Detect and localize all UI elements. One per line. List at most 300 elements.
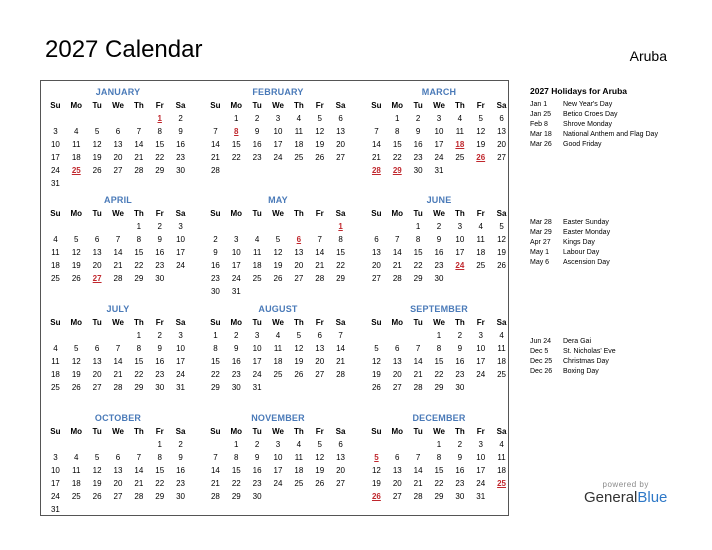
- empty-cell: [387, 220, 408, 233]
- empty-cell: [366, 329, 387, 342]
- day-cell: 25: [71, 492, 81, 501]
- day-cell: 30: [413, 166, 423, 175]
- month-january: [45, 85, 191, 190]
- day-cell: 24: [50, 166, 60, 175]
- day-cell: 14: [413, 466, 423, 475]
- day-cell: 28: [413, 492, 423, 501]
- day-cell: 27: [336, 479, 346, 488]
- holiday-item: [530, 337, 616, 347]
- day-cell: 23: [155, 370, 165, 379]
- weekday-header: We: [112, 101, 124, 110]
- day-cell: 21: [315, 261, 325, 270]
- day-cell: 15: [155, 140, 165, 149]
- holiday-name: Shrove Monday: [563, 121, 613, 128]
- day-cell: 28: [134, 166, 144, 175]
- day-cell: 18: [294, 466, 304, 475]
- day-cell: 6: [317, 331, 322, 340]
- holiday-day-cell: 18: [455, 140, 465, 149]
- holiday-item: [530, 357, 616, 367]
- day-cell: 9: [415, 127, 421, 136]
- holidays-title: 2027 Holidays for Aruba: [530, 86, 627, 96]
- holiday-name: Ascension Day: [563, 259, 610, 266]
- weekday-header: Tu: [92, 427, 102, 436]
- day-cell: 29: [155, 166, 165, 175]
- weekday-header: Sa: [496, 209, 507, 218]
- day-cell: 20: [392, 370, 402, 379]
- day-cell: 9: [457, 453, 463, 462]
- day-cell: 5: [94, 453, 100, 462]
- brand-name: [584, 489, 667, 506]
- empty-cell: [45, 438, 66, 451]
- brand-blue: Blue: [637, 489, 668, 506]
- weekday-header: We: [272, 209, 284, 218]
- day-cell: 7: [374, 127, 379, 136]
- empty-cell: [226, 220, 247, 233]
- month-name: DECEMBER: [412, 413, 466, 423]
- day-cell: 10: [50, 466, 60, 475]
- day-cell: 28: [210, 492, 220, 501]
- day-cell: 25: [294, 153, 304, 162]
- day-cell: 12: [371, 466, 381, 475]
- weekday-header: Su: [210, 318, 221, 327]
- month-days-grid: [45, 316, 191, 394]
- day-cell: 2: [254, 440, 260, 449]
- day-cell: 24: [476, 479, 486, 488]
- day-cell: 17: [50, 479, 60, 488]
- day-cell: 11: [72, 466, 81, 475]
- holiday-date: Feb 8: [530, 121, 548, 128]
- day-cell: 3: [436, 114, 442, 123]
- day-cell: 26: [92, 492, 102, 501]
- day-cell: 1: [157, 440, 162, 449]
- weekday-header: Th: [133, 209, 144, 218]
- weekday-header: We: [112, 318, 124, 327]
- day-cell: 29: [231, 492, 241, 501]
- weekday-header: Su: [371, 318, 382, 327]
- day-cell: 14: [315, 248, 325, 257]
- day-cell: 17: [476, 357, 486, 366]
- empty-cell: [387, 329, 408, 342]
- day-cell: 13: [315, 344, 325, 353]
- day-cell: 21: [336, 357, 346, 366]
- day-cell: 8: [213, 344, 218, 353]
- country-label: Aruba: [629, 48, 667, 64]
- day-cell: 7: [115, 235, 121, 244]
- day-cell: 7: [415, 453, 421, 462]
- day-cell: 13: [392, 466, 402, 475]
- empty-cell: [66, 329, 87, 342]
- day-cell: 30: [176, 166, 186, 175]
- day-cell: 25: [50, 383, 60, 392]
- weekday-header: Sa: [175, 101, 186, 110]
- day-cell: 16: [434, 248, 444, 257]
- day-cell: 10: [476, 344, 486, 353]
- holiday-item: [530, 238, 610, 248]
- day-cell: 30: [176, 492, 186, 501]
- day-cell: 20: [315, 357, 325, 366]
- holiday-date: Apr 27: [530, 239, 551, 246]
- day-cell: 7: [415, 344, 421, 353]
- weekday-header: Mo: [70, 209, 83, 218]
- empty-cell: [366, 112, 387, 125]
- day-cell: 23: [252, 479, 262, 488]
- empty-cell: [108, 329, 129, 342]
- empty-cell: [87, 329, 108, 342]
- day-cell: 4: [53, 344, 58, 353]
- day-cell: 2: [178, 114, 183, 123]
- empty-cell: [408, 438, 429, 451]
- holiday-date: May 1: [530, 249, 550, 256]
- empty-cell: [45, 329, 66, 342]
- day-cell: 23: [176, 479, 186, 488]
- day-cell: 2: [436, 222, 442, 231]
- day-cell: 27: [392, 492, 402, 501]
- day-cell: 12: [497, 235, 507, 244]
- holiday-day-cell: 8: [234, 127, 239, 136]
- day-cell: 16: [155, 248, 165, 257]
- month-name: FEBRUARY: [252, 87, 304, 97]
- holiday-item: [530, 218, 610, 228]
- day-cell: 7: [395, 235, 400, 244]
- month-name: JULY: [106, 304, 130, 314]
- weekday-header: Th: [454, 101, 465, 110]
- day-cell: 12: [92, 466, 102, 475]
- weekday-header: We: [433, 209, 445, 218]
- holiday-name: Betico Croes Day: [563, 111, 618, 118]
- day-cell: 15: [434, 466, 444, 475]
- day-cell: 23: [155, 261, 165, 270]
- holiday-list: [530, 337, 616, 377]
- day-cell: 24: [273, 153, 283, 162]
- day-cell: 8: [436, 453, 442, 462]
- holiday-item: [530, 367, 616, 377]
- day-cell: 13: [336, 127, 346, 136]
- holiday-date: Mar 26: [530, 141, 552, 148]
- day-cell: 5: [74, 344, 79, 353]
- day-cell: 24: [434, 153, 444, 162]
- day-cell: 24: [50, 492, 60, 501]
- month-may: [205, 193, 351, 298]
- weekday-header: Su: [371, 101, 382, 110]
- day-cell: 22: [231, 153, 241, 162]
- day-cell: 30: [434, 274, 444, 283]
- day-cell: 17: [231, 261, 241, 270]
- holiday-name: Easter Sunday: [563, 219, 609, 226]
- day-cell: 4: [499, 331, 504, 340]
- day-cell: 21: [134, 479, 144, 488]
- day-cell: 12: [476, 127, 486, 136]
- weekday-header: Tu: [92, 318, 102, 327]
- day-cell: 16: [413, 140, 423, 149]
- weekday-header: Fr: [315, 427, 324, 436]
- day-cell: 25: [497, 370, 507, 379]
- day-cell: 19: [315, 140, 325, 149]
- day-cell: 22: [434, 479, 444, 488]
- day-cell: 6: [115, 453, 121, 462]
- holiday-date: May 6: [530, 259, 550, 266]
- day-cell: 23: [413, 153, 423, 162]
- day-cell: 21: [413, 370, 423, 379]
- day-cell: 21: [113, 370, 123, 379]
- month-days-grid: [205, 207, 351, 298]
- weekday-header: Th: [454, 209, 465, 218]
- day-cell: 22: [155, 153, 165, 162]
- weekday-header: Su: [50, 318, 61, 327]
- day-cell: 21: [134, 153, 144, 162]
- day-cell: 7: [136, 127, 142, 136]
- holiday-item: [530, 258, 610, 268]
- day-cell: 18: [497, 466, 507, 475]
- weekday-header: Mo: [70, 101, 83, 110]
- month-name: MAY: [268, 195, 288, 205]
- day-cell: 23: [210, 274, 220, 283]
- day-cell: 17: [50, 153, 60, 162]
- weekday-header: Sa: [335, 209, 346, 218]
- holiday-name: Labour Day: [563, 249, 600, 256]
- calendar-grid: [40, 80, 509, 516]
- weekday-header: Fr: [315, 318, 324, 327]
- day-cell: 9: [436, 235, 442, 244]
- day-cell: 26: [497, 261, 507, 270]
- empty-cell: [87, 112, 108, 125]
- day-cell: 20: [336, 466, 346, 475]
- day-cell: 20: [371, 261, 381, 270]
- brand-general: General: [584, 489, 638, 506]
- day-cell: 14: [336, 344, 346, 353]
- day-cell: 18: [476, 248, 486, 257]
- weekday-header: Fr: [315, 209, 324, 218]
- day-cell: 21: [392, 261, 402, 270]
- month-february: [205, 85, 351, 177]
- holiday-name: Easter Monday: [563, 229, 611, 236]
- weekday-header: We: [433, 318, 445, 327]
- day-cell: 19: [315, 466, 325, 475]
- weekday-header: Mo: [230, 427, 243, 436]
- day-cell: 31: [252, 383, 262, 392]
- month-days-grid: [366, 99, 512, 177]
- day-cell: 7: [136, 453, 142, 462]
- month-name: JUNE: [426, 195, 452, 205]
- day-cell: 15: [231, 466, 241, 475]
- day-cell: 23: [455, 479, 465, 488]
- day-cell: 28: [413, 383, 423, 392]
- day-cell: 31: [476, 492, 486, 501]
- empty-cell: [288, 220, 309, 233]
- day-cell: 22: [210, 370, 220, 379]
- day-cell: 29: [210, 383, 220, 392]
- day-cell: 5: [317, 440, 322, 449]
- day-cell: 13: [92, 248, 102, 257]
- holiday-day-cell: 26: [476, 153, 486, 162]
- day-cell: 17: [273, 466, 283, 475]
- day-cell: 19: [71, 261, 81, 270]
- day-cell: 13: [392, 357, 402, 366]
- weekday-header: Sa: [335, 318, 346, 327]
- day-cell: 29: [434, 383, 444, 392]
- weekday-header: Sa: [496, 101, 507, 110]
- weekday-header: Sa: [175, 318, 186, 327]
- day-cell: 3: [178, 222, 183, 231]
- day-cell: 25: [455, 153, 465, 162]
- day-cell: 21: [210, 153, 220, 162]
- day-cell: 13: [113, 466, 123, 475]
- day-cell: 27: [336, 153, 346, 162]
- day-cell: 13: [92, 357, 102, 366]
- empty-cell: [108, 112, 129, 125]
- empty-cell: [268, 220, 289, 233]
- day-cell: 30: [155, 383, 165, 392]
- day-cell: 18: [50, 261, 60, 270]
- day-cell: 14: [371, 140, 381, 149]
- weekday-header: Th: [454, 318, 465, 327]
- day-cell: 31: [434, 166, 444, 175]
- day-cell: 22: [434, 370, 444, 379]
- day-cell: 27: [113, 492, 123, 501]
- month-name: OCTOBER: [94, 413, 142, 423]
- day-cell: 13: [294, 248, 304, 257]
- weekday-header: Tu: [92, 209, 102, 218]
- day-cell: 19: [273, 261, 283, 270]
- day-cell: 9: [254, 453, 260, 462]
- empty-cell: [205, 438, 226, 451]
- day-cell: 11: [476, 235, 485, 244]
- day-cell: 19: [476, 140, 486, 149]
- day-cell: 18: [71, 153, 81, 162]
- month-april: [45, 193, 191, 285]
- day-cell: 1: [436, 440, 442, 449]
- empty-cell: [108, 438, 129, 451]
- day-cell: 28: [210, 166, 220, 175]
- day-cell: 20: [92, 261, 102, 270]
- weekday-header: We: [112, 427, 124, 436]
- day-cell: 26: [71, 383, 81, 392]
- day-cell: 16: [455, 466, 465, 475]
- day-cell: 27: [371, 274, 381, 283]
- day-cell: 6: [338, 114, 343, 123]
- day-cell: 28: [113, 383, 123, 392]
- day-cell: 21: [413, 479, 423, 488]
- day-cell: 2: [234, 331, 239, 340]
- day-cell: 18: [252, 261, 262, 270]
- empty-cell: [45, 220, 66, 233]
- brand-logo: [584, 480, 667, 506]
- day-cell: 9: [213, 248, 218, 257]
- weekday-header: Fr: [476, 427, 485, 436]
- holiday-day-cell: 1: [338, 222, 343, 231]
- day-cell: 11: [497, 344, 506, 353]
- day-cell: 27: [92, 383, 102, 392]
- day-cell: 15: [434, 357, 444, 366]
- holiday-date: Jan 25: [530, 111, 552, 118]
- day-cell: 30: [155, 274, 165, 283]
- weekday-header: Fr: [476, 101, 485, 110]
- day-cell: 3: [178, 331, 183, 340]
- empty-cell: [408, 329, 429, 342]
- day-cell: 19: [497, 248, 507, 257]
- day-cell: 23: [252, 153, 262, 162]
- weekday-header: Tu: [413, 318, 423, 327]
- day-cell: 23: [434, 261, 444, 270]
- day-cell: 22: [336, 261, 346, 270]
- powered-by-text: powered by: [602, 480, 649, 489]
- day-cell: 24: [476, 370, 486, 379]
- holiday-date: Dec 26: [530, 368, 553, 375]
- weekday-header: Th: [293, 101, 304, 110]
- weekday-header: We: [433, 427, 445, 436]
- day-cell: 29: [134, 274, 144, 283]
- day-cell: 10: [476, 453, 486, 462]
- day-cell: 17: [434, 140, 444, 149]
- day-cell: 1: [136, 331, 142, 340]
- day-cell: 22: [413, 261, 423, 270]
- day-cell: 14: [392, 248, 402, 257]
- day-cell: 31: [231, 287, 241, 296]
- empty-cell: [66, 438, 87, 451]
- day-cell: 23: [176, 153, 186, 162]
- day-cell: 24: [252, 370, 262, 379]
- holiday-item: [530, 347, 616, 357]
- day-cell: 20: [113, 479, 123, 488]
- empty-cell: [366, 220, 387, 233]
- weekday-header: Th: [293, 318, 304, 327]
- day-cell: 25: [294, 479, 304, 488]
- month-name: APRIL: [104, 195, 132, 205]
- holiday-name: National Anthem and Flag Day: [563, 131, 658, 138]
- day-cell: 4: [478, 222, 483, 231]
- day-cell: 15: [155, 466, 165, 475]
- day-cell: 21: [210, 479, 220, 488]
- day-cell: 6: [338, 440, 343, 449]
- day-cell: 10: [176, 235, 186, 244]
- day-cell: 5: [317, 114, 322, 123]
- day-cell: 7: [115, 344, 121, 353]
- day-cell: 16: [210, 261, 220, 270]
- holiday-day-cell: 25: [497, 479, 507, 488]
- day-cell: 31: [50, 179, 60, 188]
- month-name: JANUARY: [95, 87, 141, 97]
- day-cell: 2: [178, 440, 183, 449]
- weekday-header: Fr: [155, 101, 164, 110]
- day-cell: 15: [134, 248, 144, 257]
- day-cell: 29: [336, 274, 346, 283]
- day-cell: 11: [455, 127, 464, 136]
- day-cell: 4: [74, 453, 79, 462]
- day-cell: 10: [455, 235, 465, 244]
- day-cell: 9: [178, 127, 183, 136]
- day-cell: 17: [476, 466, 486, 475]
- day-cell: 23: [231, 370, 241, 379]
- day-cell: 14: [210, 140, 220, 149]
- holiday-item: [530, 228, 610, 238]
- empty-cell: [309, 220, 330, 233]
- day-cell: 10: [434, 127, 444, 136]
- day-cell: 3: [53, 127, 58, 136]
- weekday-header: Su: [50, 209, 61, 218]
- holiday-name: Good Friday: [563, 141, 602, 148]
- holiday-day-cell: 5: [374, 453, 379, 462]
- day-cell: 12: [92, 140, 102, 149]
- day-cell: 12: [315, 127, 325, 136]
- day-cell: 17: [176, 248, 186, 257]
- holiday-list: [530, 100, 658, 150]
- weekday-header: We: [112, 209, 124, 218]
- weekday-header: We: [433, 101, 445, 110]
- day-cell: 22: [134, 370, 144, 379]
- weekday-header: Su: [371, 427, 382, 436]
- day-cell: 10: [176, 344, 186, 353]
- weekday-header: Mo: [70, 427, 83, 436]
- day-cell: 26: [294, 370, 304, 379]
